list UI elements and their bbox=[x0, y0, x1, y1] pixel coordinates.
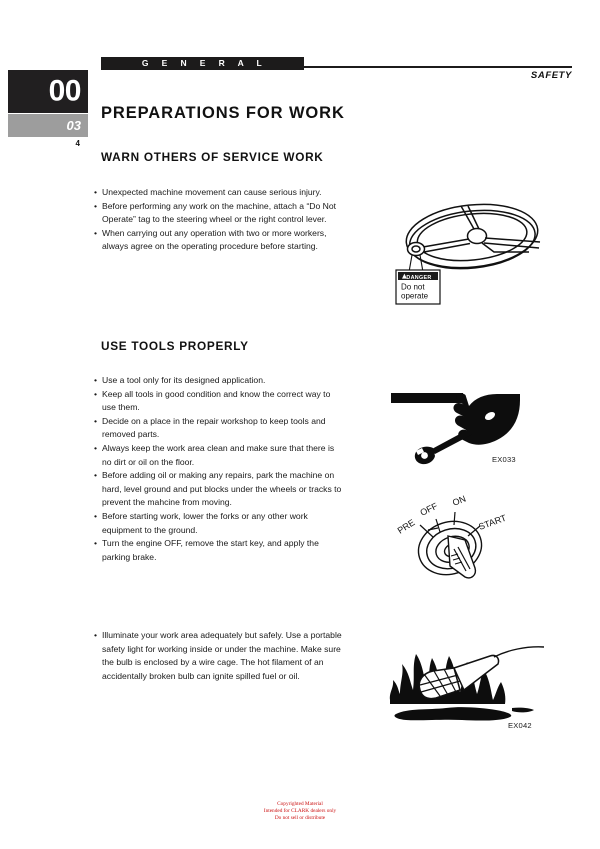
list-item-text: Decide on a place in the repair workshop to keep tools and removed parts. bbox=[102, 415, 326, 440]
ignition-label-start: START bbox=[477, 512, 508, 532]
list-item bbox=[94, 374, 342, 388]
svg-text:DANGER: DANGER bbox=[406, 274, 432, 281]
list-item-text: Use a tool only for its designed application. bbox=[102, 375, 266, 385]
list-item bbox=[94, 415, 342, 442]
list-item-text: Turn the engine OFF, remove the start key, and apply the parking brake. bbox=[102, 538, 319, 562]
list-item bbox=[94, 388, 342, 415]
list-item-text: Before starting work, lower the forks or any other work equipment to the ground. bbox=[102, 510, 308, 535]
header-corner-label: SAFETY bbox=[530, 70, 572, 81]
list-item bbox=[94, 227, 342, 254]
do-not-operate-tag bbox=[396, 270, 440, 304]
copyright-line-2: Intended for CLARK dealers only bbox=[263, 808, 337, 815]
figure-ignition-switch bbox=[392, 492, 557, 587]
copyright-line-3: Do not sell or distribute bbox=[274, 815, 326, 822]
bullet-glyph: • bbox=[94, 510, 98, 521]
section-number-tab bbox=[8, 114, 88, 137]
bullet-glyph: • bbox=[94, 415, 98, 426]
header-rule bbox=[304, 66, 572, 68]
list-item-text: Always keep the work area clean and make sure that there is no dirt or oil on the floor. bbox=[102, 442, 335, 467]
figure-steering-wheel bbox=[390, 196, 555, 308]
bullet-glyph: • bbox=[94, 470, 98, 481]
list-item-text: Before performing any work on the machine, attach a “Do Not Operate” tag to the steering wheel or the right control lever. bbox=[102, 200, 337, 225]
bullet-glyph: • bbox=[94, 388, 98, 399]
chapter-number: 00 bbox=[48, 73, 81, 107]
bullet-glyph: • bbox=[94, 200, 98, 211]
bullet-list-use-tools bbox=[94, 374, 342, 564]
list-item bbox=[94, 629, 342, 683]
bullet-glyph: • bbox=[94, 227, 98, 238]
bullet-glyph: • bbox=[94, 442, 98, 453]
section-number: 03 bbox=[66, 117, 81, 133]
list-item bbox=[94, 200, 342, 227]
steering-wheel-illustration bbox=[390, 196, 555, 308]
broken-lamp-fire-illustration bbox=[384, 628, 559, 728]
ignition-label-on: ON bbox=[451, 493, 468, 508]
list-item-text: Keep all tools in good condition and know the correct way to use them. bbox=[102, 388, 331, 413]
bullet-list-warn-others bbox=[94, 186, 342, 254]
bullet-glyph: • bbox=[94, 187, 98, 197]
hand-holding-wrench-illustration bbox=[389, 388, 559, 466]
list-item bbox=[94, 442, 342, 469]
section-heading-warn-others: WARN OTHERS OF SERVICE WORK bbox=[101, 150, 324, 164]
section-banner bbox=[101, 57, 304, 70]
list-item bbox=[94, 186, 342, 200]
ignition-switch-illustration bbox=[392, 492, 557, 587]
bullet-glyph: • bbox=[94, 538, 98, 549]
list-item-text: Illuminate your work area adequately but safely. Use a portable safety light for working inside or under the machine. Make sure the bulb is enclosed by a wire cage. The hot filament of an accidentally broken bulb can ignite spilled fuel or oil. bbox=[102, 630, 342, 681]
bullet-glyph: • bbox=[94, 630, 98, 640]
bullet-list-work-light bbox=[94, 629, 342, 683]
page-title: PREPARATIONS FOR WORK bbox=[101, 104, 345, 122]
svg-text:operate: operate bbox=[401, 291, 429, 301]
chapter-number-tab bbox=[8, 70, 88, 113]
figure-caption-ex033: EX033 bbox=[492, 455, 516, 464]
list-item bbox=[94, 510, 342, 537]
copyright-footer bbox=[0, 801, 600, 823]
section-heading-use-tools: USE TOOLS PROPERLY bbox=[101, 339, 249, 353]
ignition-label-pre: PRE bbox=[395, 517, 417, 536]
ignition-label-off: OFF bbox=[418, 500, 440, 518]
figure-burning-lamp bbox=[384, 628, 559, 728]
page-number: 4 bbox=[75, 139, 80, 148]
list-item bbox=[94, 537, 342, 564]
svg-text:Do not: Do not bbox=[401, 282, 425, 292]
section-banner-label: G E N E R A L bbox=[141, 58, 268, 68]
list-item-text: Unexpected machine movement can cause serious injury. bbox=[102, 187, 322, 197]
list-item-text: Before adding oil or making any repairs, park the machine on hard, level ground and put blocks under the wheels or tracks to prevent the mahcine from moving. bbox=[102, 470, 342, 508]
copyright-line-1: Copyrighted Material bbox=[277, 801, 323, 807]
bullet-glyph: • bbox=[94, 375, 98, 385]
list-item-text: When carrying out any operation with two or more workers, always agree on the operating procedure before starting. bbox=[102, 227, 327, 252]
list-item bbox=[94, 469, 342, 510]
figure-caption-ex042: EX042 bbox=[508, 721, 532, 730]
figure-hand-wrench bbox=[389, 388, 559, 466]
